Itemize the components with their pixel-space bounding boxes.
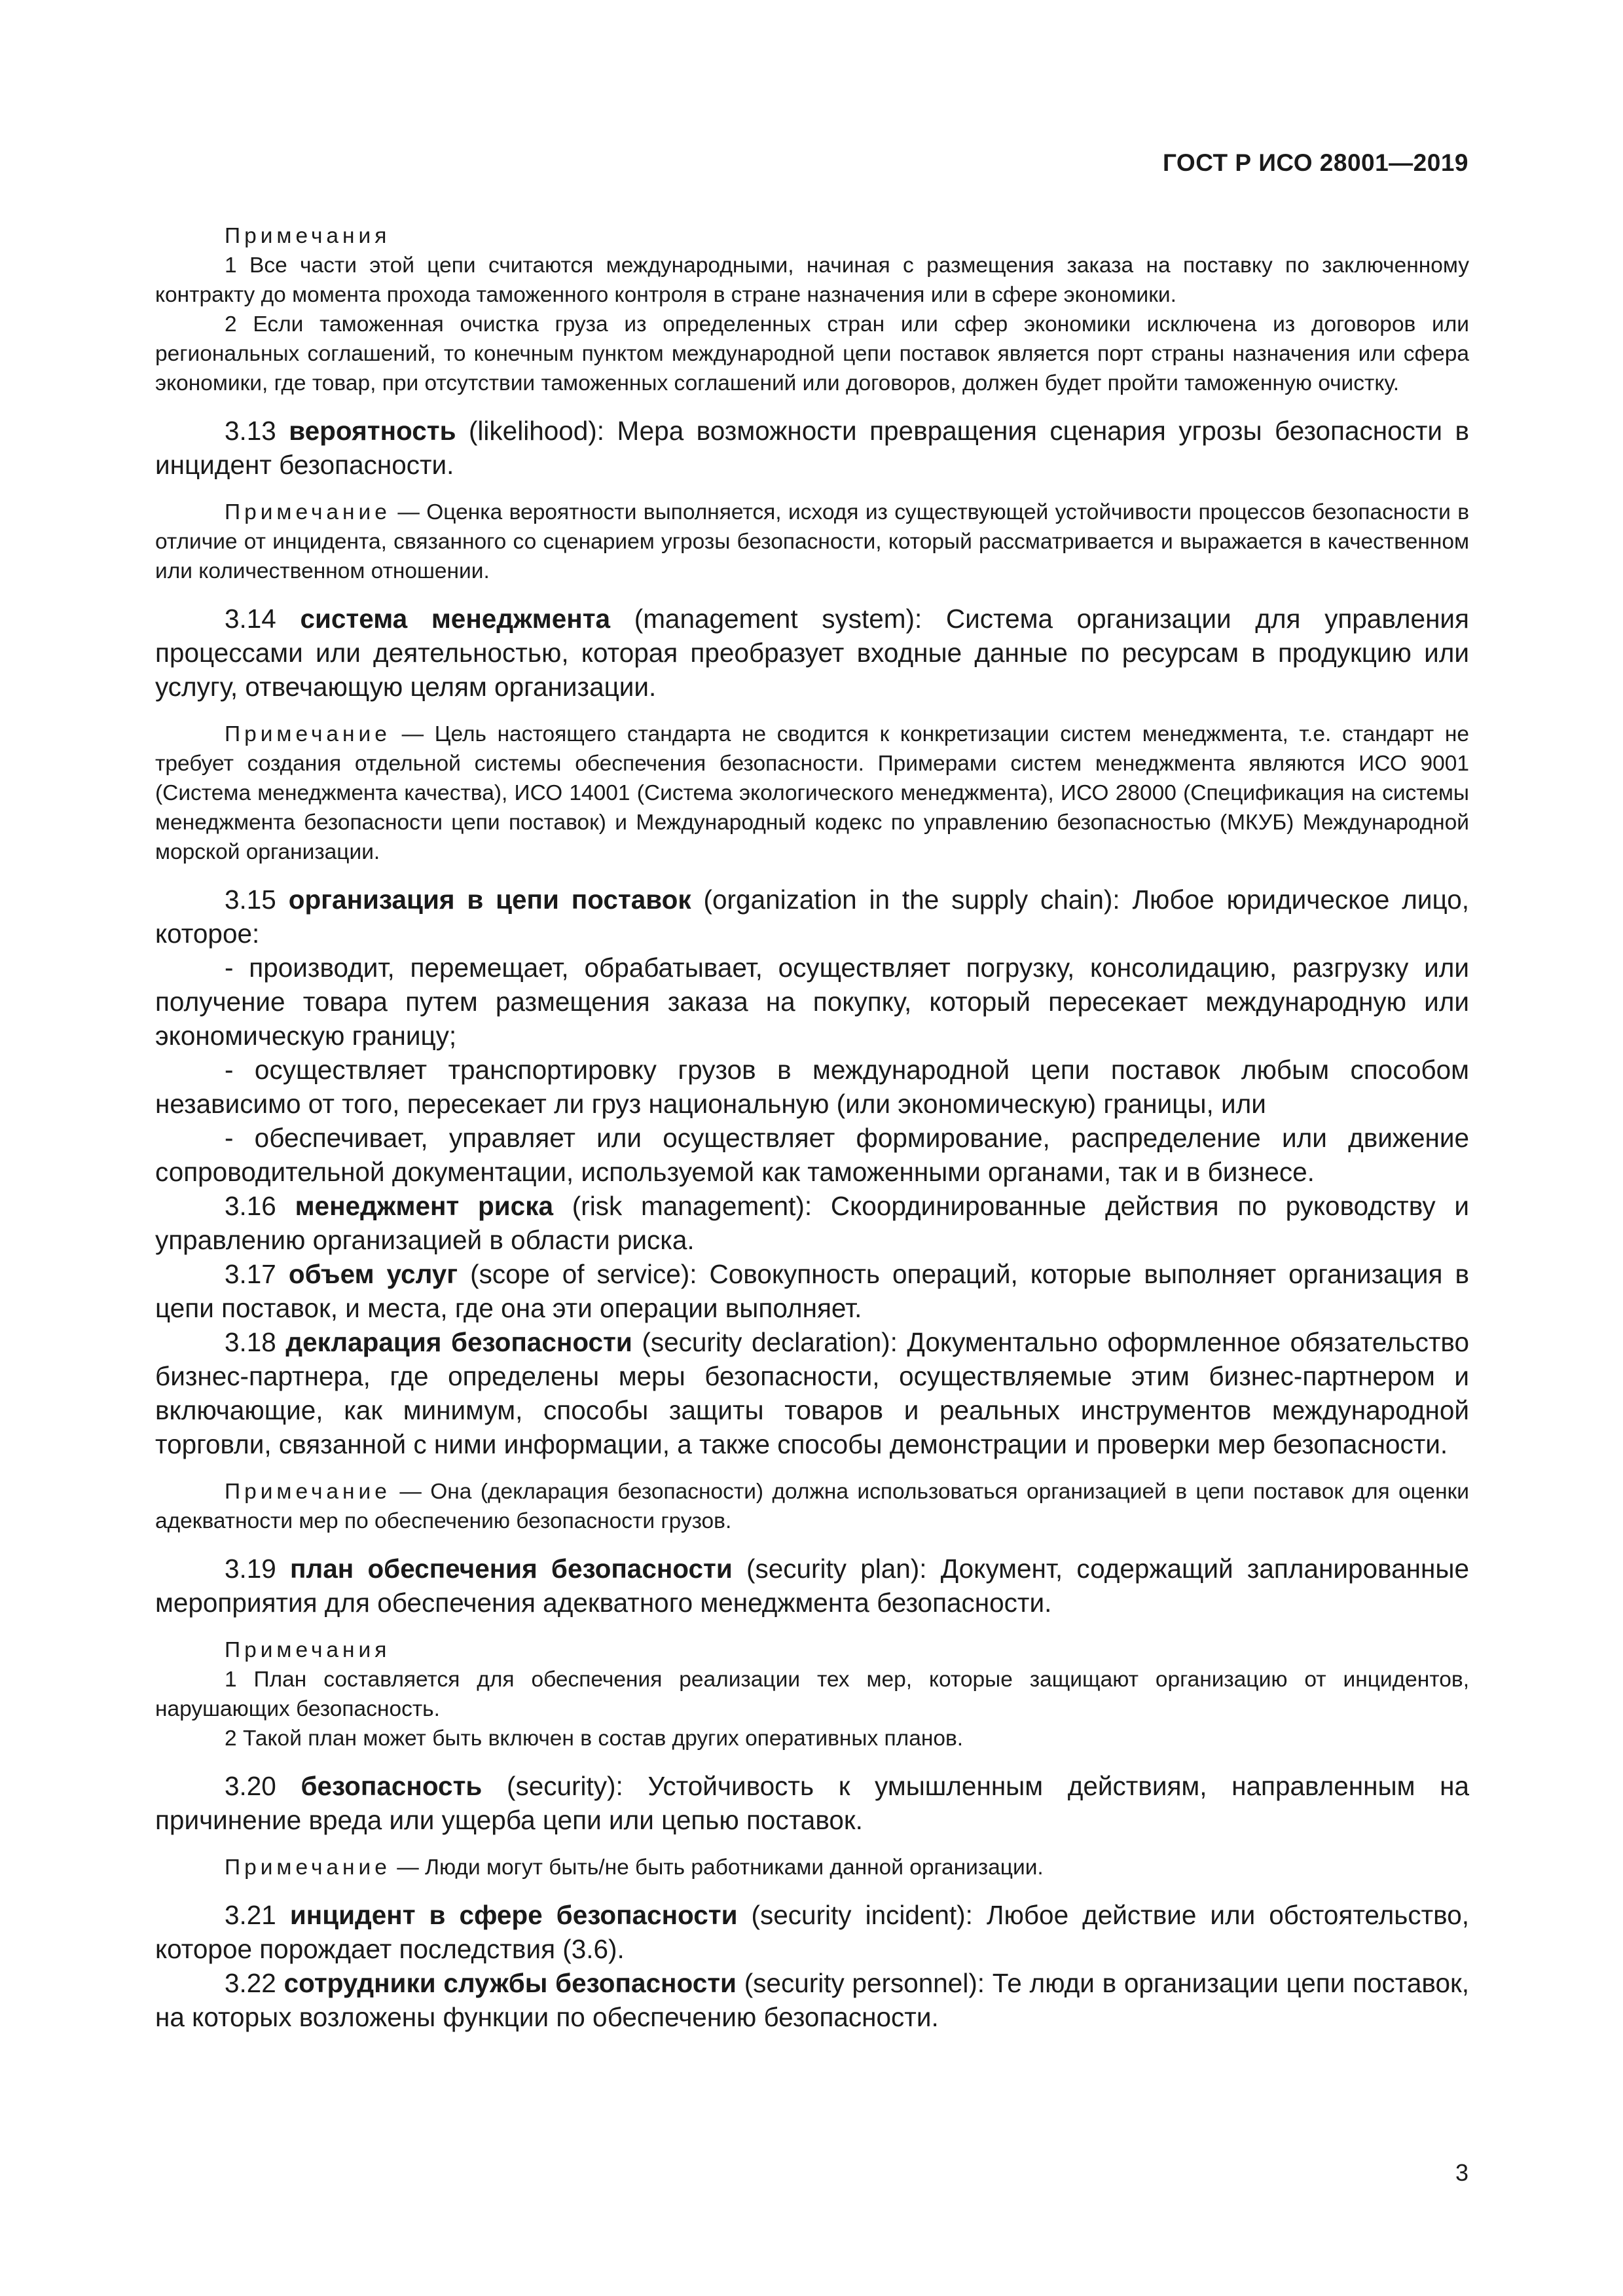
note-label: Примечание <box>225 1855 391 1880</box>
note-label: Примечание <box>225 722 391 746</box>
clause-number: 3.16 <box>225 1191 276 1221</box>
term: декларация безопасности <box>285 1327 632 1357</box>
clause-number: 3.19 <box>225 1554 276 1584</box>
list-item: - обеспечивает, управляет или осуществляет формирование, распределение или движение сопроводительной документации, используемой как таможенными органами, так и в бизнесе. <box>155 1123 1469 1187</box>
definition-text: (organization in the supply chain): Любое юридическое лицо, которое: <box>155 884 1470 949</box>
note-text: — Люди могут быть/не быть работниками данной организации. <box>397 1855 1044 1880</box>
clause-number: 3.20 <box>225 1771 276 1801</box>
definition-3-14 <box>155 602 1469 704</box>
definition-text: (security personnel): Те люди в организации цепи поставок, на которых возложены функции по обеспечению безопасности. <box>155 1968 1469 2032</box>
term: система менеджмента <box>300 604 611 634</box>
note-3-18 <box>155 1477 1469 1536</box>
definition-3-19 <box>155 1552 1469 1620</box>
document-standard-header: ГОСТ Р ИСО 28001—2019 <box>1162 149 1468 176</box>
note-item: 1 План составляется для обеспечения реализации тех мер, которые защищают организацию от инцидентов, нарушающих безопасность. <box>155 1667 1469 1721</box>
clause-number: 3.17 <box>225 1259 276 1289</box>
note-item: 2 Если таможенная очистка груза из определенных стран или сфер экономики исключена из договоров или региональных соглашений, то конечным пунктом международной цепи поставок является порт страны назначения или сфера экономики, где товар, при отсутствии таможенных соглашений или договоров, должен будет пройти таможенную очистку. <box>155 312 1469 395</box>
list-item: - осуществляет транспортировку грузов в международной цепи поставок любым способом независимо от того, пересекает ли груз национальную (или экономическую) границы, или <box>155 1055 1469 1119</box>
definition-3-15 <box>155 883 1469 951</box>
definition-3-20 <box>155 1769 1469 1837</box>
note-item: 1 Все части этой цепи считаются международными, начиная с размещения заказа на поставку по заключенному контракту до момента прохода таможенного контроля в стране назначения или в сфере экономики. <box>155 253 1469 307</box>
clause-number: 3.14 <box>225 604 276 634</box>
term: инцидент в сфере безопасности <box>289 1900 738 1930</box>
notes-heading: Примечания <box>225 224 391 248</box>
definition-text: (security incident): Любое действие или обстоятельство, которое порождает последствия (3.6). <box>155 1900 1469 1964</box>
term: менеджмент риска <box>295 1191 553 1221</box>
definition-text: (security plan): Документ, содержащий запланированные мероприятия для обеспечения адекватного менеджмента безопасности. <box>155 1554 1469 1618</box>
clause-number: 3.22 <box>225 1968 276 1998</box>
term: план обеспечения безопасности <box>290 1554 733 1584</box>
note-text: — Оценка вероятности выполняется, исходя из существующей устойчивости процессов безопасности в отличие от инцидента, связанного со сценарием угрозы безопасности, который рассматривается и выражается в качественном или количественном отношении. <box>155 500 1470 583</box>
note-label: Примечание <box>225 500 391 524</box>
note-text: — Цель настоящего стандарта не сводится к конкретизации систем менеджмента, т.е. стандарт не требует создания отдельной системы обеспечения безопасности. Примерами систем менеджмента являются ИСО 9001 (Система менеджмента качества), ИСО 14001 (Система экологического менеджмента), ИСО 28000 (Спецификация на системы менеджмента безопасности цепи поставок) и Международный кодекс по управлению безопасностью (МКУБ) Международной морской организации. <box>155 722 1470 864</box>
note-label: Примечание <box>225 1480 391 1504</box>
term: сотрудники службы безопасности <box>283 1968 737 1998</box>
note-3-14 <box>155 720 1469 867</box>
clause-number: 3.18 <box>225 1327 276 1357</box>
definition-text: (risk management): Скоординированные действия по руководству и управлению организацией в области риска. <box>155 1191 1469 1255</box>
definition-3-17 <box>155 1257 1469 1325</box>
definition-text: (security): Устойчивость к умышленным действиям, направленным на причинение вреда или ущерба цепи или цепью поставок. <box>155 1771 1469 1835</box>
note-text: — Она (декларация безопасности) должна использоваться организацией в цепи поставок для оценки адекватности мер по обеспечению безопасности грузов. <box>155 1480 1469 1533</box>
definition-3-21 <box>155 1898 1469 1966</box>
notes-heading: Примечания <box>225 1638 391 1662</box>
definition-3-22 <box>155 1966 1469 2034</box>
definition-text: (likelihood): Мера возможности превращения сценария угрозы безопасности в инцидент безопасности. <box>155 416 1469 480</box>
term: объем услуг <box>288 1259 458 1289</box>
clause-number: 3.15 <box>225 884 276 915</box>
note-3-13 <box>155 498 1469 586</box>
term: организация в цепи поставок <box>288 884 691 915</box>
clause-number: 3.13 <box>225 416 276 446</box>
list-item: - производит, перемещает, обрабатывает, осуществляет погрузку, консолидацию, разгрузку или получение товара путем размещения заказа на покупку, который пересекает международную или экономическую границу; <box>155 953 1469 1051</box>
page-number: 3 <box>1455 2159 1468 2186</box>
definition-3-18 <box>155 1325 1469 1461</box>
definition-text: (management system): Система организации для управления процессами или деятельностью, которая преобразует входные данные по ресурсам в продукцию или услугу, отвечающую целям организации. <box>155 604 1469 702</box>
term: безопасность <box>301 1771 483 1801</box>
note-item: 2 Такой план может быть включен в состав других оперативных планов. <box>225 1726 964 1751</box>
clause-number: 3.21 <box>225 1900 276 1930</box>
document-body <box>155 221 1469 2034</box>
definition-3-13 <box>155 414 1469 482</box>
definition-text: (scope of service): Совокупность операций, которые выполняет организация в цепи поставок, и места, где она эти операции выполняет. <box>155 1259 1469 1323</box>
term: вероятность <box>289 416 456 446</box>
note-3-20 <box>155 1853 1469 1882</box>
definition-3-16 <box>155 1189 1469 1257</box>
definition-text: (security declaration): Документально оформленное обязательство бизнес-партнера, где определены меры безопасности, осуществляемые этим бизнес-партнером и включающие, как минимум, способы защиты товаров и реальных инструментов международной торговли, связанной с ними информации, а также способы демонстрации и проверки мер безопасности. <box>155 1327 1469 1459</box>
